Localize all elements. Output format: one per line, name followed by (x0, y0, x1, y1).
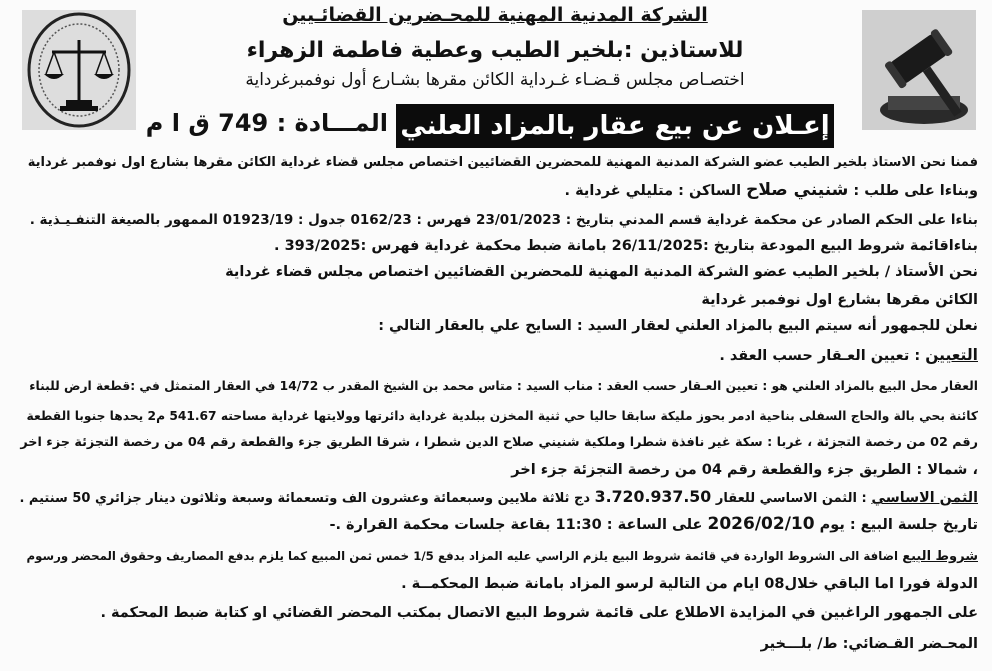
bailiff-names: للاستاذين :بلخير الطيب وعطية فاطمة الزهراء (246, 38, 744, 63)
base-price-intro: : الثمن الاساسي للعقار (715, 491, 867, 506)
body-line-8 (719, 345, 978, 366)
body-line-16: الدولة فورا اما الباقي خلال08 ايام من التالية لرسو المزاد بامانة ضبط المحكمــة . (401, 576, 978, 592)
body-line-1: فمنا نحن الاستاذ بلخير الطيب عضو الشركة المدنية المهنية للمحضرين القضائيين اختصاص مجلس قضاء غرداية الكائن مقرها بشارع اول نوفمبر غرداية (27, 155, 978, 170)
body-line-6: الكائن مقرها بشارع اول نوفمبر غرداية (701, 292, 978, 308)
body-line-13 (19, 487, 978, 509)
body-line-10: كائنة بحي بالة والحاج السفلى بناحية ادمر بحوز مليكة سابقا حاليا حي ثنية المخزن ببلدية غرداية دائرتها وولايتها غرداية مساحته 541.67 م2 يحدها جنوبا القطعة (26, 409, 978, 423)
gavel-icon (862, 10, 976, 130)
body-line-7: نعلن للجمهور أنه سيتم البيع بالمزاد العلني لعقار السيد : السايح علي بالعقار التالي : (378, 318, 978, 334)
auction-date: 2026/02/10 (707, 514, 815, 534)
auction-date-label: تاريخ جلسة البيع : يوم (819, 517, 978, 533)
body-line-11: رقم 02 من رخصة التجزئة ، غربا : سكة غير نافذة شطرا وملكية شنيني صلاح الدين شطرا ، شرقا الطريق جزء والقطعة رقم 04 من رخصة التجزئة جزء اخر (20, 435, 978, 450)
legal-article: المـــادة : 749 ق ا م (145, 109, 388, 137)
scales-of-justice-icon (22, 10, 136, 130)
body-line-14 (329, 514, 978, 535)
designation-text: : تعيين العـقار حسب العقد . (719, 348, 921, 364)
base-price-label: الثمن الاساسي (871, 490, 978, 506)
sale-conditions-text: اضافة الى الشروط الواردة في قائمة شروط البيع يلزم الراسي عليه المزاد بدفع 1/5 خمس ثمن المبيع كما يلزم بدفع المصاريف وحقوق المحضر ورسوم (26, 549, 898, 563)
announcement-title: إعـلان عن بيع عقار بالمزاد العلني (396, 104, 834, 148)
requester-address: الساكن : متليلي غرداية . (564, 183, 742, 199)
body-line-3: بناءا على الحكم الصادر عن محكمة غرداية قسم المدني بتاريخ : 23/01/2023 فهرس : 0162/23 جدول : 01923/19 الممهور بالصيغة التنفـيـذية . (29, 212, 978, 228)
body-line-12: ، شمالا : الطريق جزء والقطعة رقم 04 من رخصة التجزئة جزء اخر (511, 462, 978, 478)
auction-time-place: على الساعة : 11:30 بقاعة جلسات محكمة القرارة .- (329, 517, 703, 533)
requester-label: وبناءا على طلب : (853, 183, 978, 199)
body-line-9: العقار محل البيع بالمزاد العلني هو : تعيين العـقار حسب العقد : مناب السيد : متاس محمد بن الشيخ المقدر ب 14/72 في العقار المتمثل في :قطعة ارض للبناء (29, 379, 978, 393)
company-name: الشركة المدنية المهنية للمحـضرين القضائـيين (282, 4, 708, 26)
sale-conditions-label: شروط البيع (902, 549, 978, 564)
base-price-amount: 3.720.937.50 (594, 487, 712, 506)
body-line-5: نحن الأستاذ / بلخير الطيب عضو الشركة المدنية المهنية للمحضرين القضائيين اختصاص مجلس قضاء غرداية (225, 264, 978, 280)
body-line-2 (565, 180, 978, 201)
requester-name: شنيني صلاح (746, 180, 849, 200)
jurisdiction-line: اختصـاص مجلس قـضـاء غـرداية الكائن مقرها بشـارع أول نوفمبرغرداية (245, 70, 745, 90)
signature-line: المحـضر القـضائي: ط/ بلـــخير (760, 636, 978, 652)
body-line-17: على الجمهور الراغبين في المزايدة الاطلاع على قائمة شروط البيع الاتصال بمكتب المحضر القضائي او كتابة ضبط المحكمة . (100, 605, 978, 621)
body-line-4: بناءاقائمة شروط البيع المودعة بتاريخ :26/11/2025 بامانة ضبط محكمة غرداية فهرس :393/2025 . (274, 238, 978, 254)
base-price-words: دج ثلاثة ملايين وسبعمائة وعشرون الف وتسعمائة وسبعة وثلاثون دينار جزائري 50 سنتيم . (19, 491, 591, 506)
body-line-15 (27, 546, 978, 567)
designation-label: التعيين (925, 346, 978, 364)
